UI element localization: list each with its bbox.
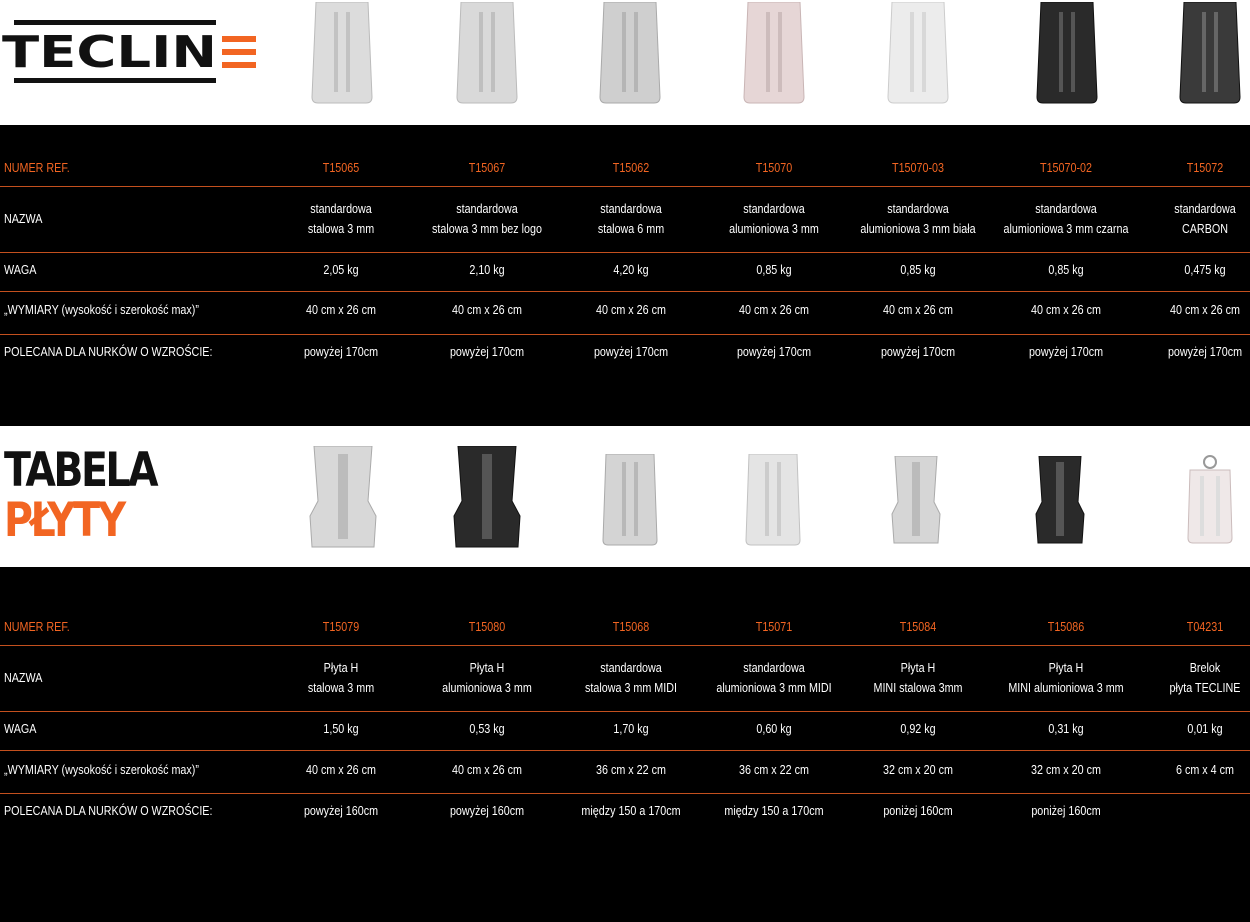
- label-name: NAZWA: [4, 671, 43, 685]
- height-cell: powyżej 170cm: [303, 345, 379, 359]
- weight-cell: 0,85 kg: [756, 263, 792, 277]
- label-weight: WAGA: [4, 722, 37, 736]
- tecline-logo: [2, 20, 257, 86]
- plate-image-midi-aluminium: [745, 454, 801, 546]
- label-dims: „WYMIARY (wysokość i szerokość max)”: [4, 303, 199, 317]
- weight-cell: 0,475 kg: [1184, 263, 1226, 277]
- plate-image-h-steel: [308, 446, 378, 548]
- name-cell-line1: Płyta H: [323, 661, 359, 675]
- ref-cell: T04231: [1186, 620, 1224, 634]
- name-cell-line1: standardowa: [743, 202, 805, 216]
- ref-cell: T15065: [322, 161, 360, 175]
- weight-cell: 0,85 kg: [1048, 263, 1084, 277]
- height-cell: powyżej 170cm: [593, 345, 669, 359]
- dims-cell: 32 cm x 20 cm: [883, 763, 953, 777]
- ref-cell: T15079: [322, 620, 360, 634]
- dims-cell: 36 cm x 22 cm: [596, 763, 666, 777]
- weight-cell: 2,05 kg: [323, 263, 359, 277]
- ref-cell: T15062: [612, 161, 650, 175]
- name-cell-line2: stalowa 6 mm: [597, 222, 665, 236]
- label-height: POLECANA DLA NURKÓW O WZROŚCIE:: [4, 804, 213, 818]
- dims-cell: 40 cm x 26 cm: [1170, 303, 1240, 317]
- plate-image-aluminium-3mm: [742, 2, 806, 104]
- name-cell-line2: stalowa 3 mm: [307, 681, 375, 695]
- name-cell-line1: Płyta H: [1048, 661, 1084, 675]
- plate-image-carbon: [1178, 2, 1242, 104]
- height-cell: powyżej 170cm: [449, 345, 525, 359]
- name-cell-line2: alumioniowa 3 mm MIDI: [716, 681, 832, 695]
- name-cell-line2: alumioniowa 3 mm: [729, 222, 819, 236]
- label-name: NAZWA: [4, 212, 43, 226]
- plate-image-steel-6mm: [598, 2, 662, 104]
- keychain-image: [1182, 454, 1238, 544]
- name-cell-line2: stalowa 3 mm MIDI: [585, 681, 677, 695]
- dims-cell: 40 cm x 26 cm: [1031, 303, 1101, 317]
- dims-cell: 40 cm x 26 cm: [596, 303, 666, 317]
- ref-cell: T15072: [1186, 161, 1224, 175]
- name-cell-line1: Brelok: [1189, 661, 1221, 675]
- height-cell: powyżej 170cm: [1028, 345, 1104, 359]
- weight-cell: 2,10 kg: [469, 263, 505, 277]
- name-cell-line1: standardowa: [743, 661, 805, 675]
- name-cell-line1: Płyta H: [900, 661, 936, 675]
- dims-cell: 40 cm x 26 cm: [306, 303, 376, 317]
- ref-cell: T15070-03: [891, 161, 945, 175]
- plate-image-h-mini-aluminium: [1034, 456, 1086, 544]
- name-cell-line2: stalowa 3 mm bez logo: [432, 222, 542, 236]
- ref-cell: T15084: [899, 620, 937, 634]
- height-cell: powyżej 170cm: [1167, 345, 1243, 359]
- label-dims: „WYMIARY (wysokość i szerokość max)”: [4, 763, 199, 777]
- plate-image-h-aluminium: [452, 446, 522, 548]
- height-cell: powyżej 170cm: [736, 345, 812, 359]
- name-cell-line2: CARBON: [1181, 222, 1228, 236]
- name-cell-line2: płyta TECLINE: [1169, 681, 1241, 695]
- name-cell-line1: standardowa: [600, 661, 662, 675]
- height-cell: poniżej 160cm: [883, 804, 953, 818]
- ref-cell: T15080: [468, 620, 506, 634]
- weight-cell: 0,85 kg: [900, 263, 936, 277]
- dims-cell: 40 cm x 26 cm: [883, 303, 953, 317]
- dims-cell: 36 cm x 22 cm: [739, 763, 809, 777]
- name-cell-line2: stalowa 3 mm: [307, 222, 375, 236]
- name-cell-line1: Płyta H: [469, 661, 505, 675]
- ref-cell: T15067: [468, 161, 506, 175]
- label-ref: NUMER REF.: [4, 161, 70, 175]
- dims-cell: 40 cm x 26 cm: [452, 763, 522, 777]
- dims-cell: 32 cm x 20 cm: [1031, 763, 1101, 777]
- name-cell-line2: alumioniowa 3 mm czarna: [1003, 222, 1129, 236]
- weight-cell: 0,92 kg: [900, 722, 936, 736]
- weight-cell: 0,53 kg: [469, 722, 505, 736]
- dims-cell: 40 cm x 26 cm: [306, 763, 376, 777]
- height-cell: poniżej 160cm: [1031, 804, 1101, 818]
- label-height: POLECANA DLA NURKÓW O WZROŚCIE:: [4, 345, 213, 359]
- plate-image-aluminium-white: [886, 2, 950, 104]
- weight-cell: 0,31 kg: [1048, 722, 1084, 736]
- plate-image-aluminium-black: [1035, 2, 1099, 104]
- weight-cell: 1,50 kg: [323, 722, 359, 736]
- ref-cell: T15068: [612, 620, 650, 634]
- name-cell-line1: standardowa: [456, 202, 518, 216]
- name-cell-line2: MINI alumioniowa 3 mm: [1008, 681, 1124, 695]
- name-cell-line1: standardowa: [310, 202, 372, 216]
- plate-image-steel-3mm: [310, 2, 374, 104]
- ref-cell: T15070-02: [1039, 161, 1093, 175]
- svg-text:TECLIN: TECLIN: [2, 27, 217, 78]
- height-cell: powyżej 170cm: [880, 345, 956, 359]
- label-ref: NUMER REF.: [4, 620, 70, 634]
- ref-cell: T15071: [755, 620, 793, 634]
- name-cell-line2: alumioniowa 3 mm: [442, 681, 532, 695]
- dims-cell: 40 cm x 26 cm: [739, 303, 809, 317]
- height-cell: powyżej 160cm: [449, 804, 525, 818]
- plate-image-midi-steel: [602, 454, 658, 546]
- plate-image-h-mini-steel: [890, 456, 942, 544]
- name-cell-line1: standardowa: [887, 202, 949, 216]
- name-cell-line1: standardowa: [1174, 202, 1236, 216]
- ref-cell: T15086: [1047, 620, 1085, 634]
- title-line-2: PŁYTY: [4, 493, 124, 548]
- weight-cell: 0,60 kg: [756, 722, 792, 736]
- name-cell-line2: MINI stalowa 3mm: [873, 681, 963, 695]
- ref-cell: T15070: [755, 161, 793, 175]
- label-weight: WAGA: [4, 263, 37, 277]
- name-cell-line1: standardowa: [600, 202, 662, 216]
- name-cell-line2: alumioniowa 3 mm biała: [860, 222, 976, 236]
- name-cell-line1: standardowa: [1035, 202, 1097, 216]
- weight-cell: 0,01 kg: [1187, 722, 1223, 736]
- height-cell: między 150 a 170cm: [724, 804, 824, 818]
- dims-cell: 6 cm x 4 cm: [1176, 763, 1234, 777]
- dims-cell: 40 cm x 26 cm: [452, 303, 522, 317]
- weight-cell: 4,20 kg: [613, 263, 649, 277]
- height-cell: między 150 a 170cm: [581, 804, 681, 818]
- weight-cell: 1,70 kg: [613, 722, 649, 736]
- title-line-1: TABELA: [4, 443, 157, 498]
- plate-image-steel-3mm-no-logo: [455, 2, 519, 104]
- height-cell: powyżej 160cm: [303, 804, 379, 818]
- page-title: [4, 443, 185, 548]
